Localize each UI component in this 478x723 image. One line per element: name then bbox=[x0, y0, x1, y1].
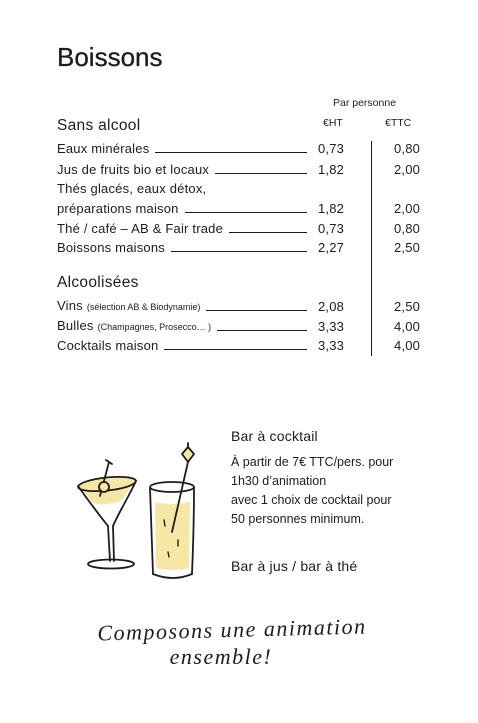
item-label-with-leader bbox=[57, 201, 307, 217]
highball-glass-bottom bbox=[153, 574, 192, 578]
menu-row bbox=[0, 240, 478, 256]
menu-row bbox=[0, 141, 478, 157]
item-name: Thé / café – AB & Fair trade bbox=[57, 221, 224, 236]
price-ttc: 2,50 bbox=[394, 299, 421, 314]
column-header-ttc: €TTC bbox=[385, 117, 412, 129]
price-ht: 2,27 bbox=[318, 240, 345, 255]
price-ht: 1,82 bbox=[318, 201, 345, 216]
item-name: préparations maison bbox=[57, 201, 179, 216]
leader-line bbox=[185, 212, 307, 213]
cocktail-garnish bbox=[99, 482, 109, 492]
martini-glass-illustration bbox=[77, 460, 136, 569]
leader-line bbox=[215, 173, 307, 174]
item-name-first-line: Thés glacés, eaux détox, bbox=[57, 181, 207, 196]
description-line: À partir de 7€ TTC/pers. pour bbox=[231, 455, 394, 469]
highball-glass-rim bbox=[150, 482, 194, 492]
cocktail-glass-base bbox=[88, 560, 134, 569]
item-label-with-leader bbox=[57, 162, 307, 178]
item-name-with-note bbox=[57, 318, 211, 335]
item-name: Bulles bbox=[57, 318, 94, 333]
menu-row-continuation bbox=[0, 181, 478, 197]
section-title-alcoolisees: Alcoolisées bbox=[57, 274, 139, 291]
leader-line bbox=[217, 330, 307, 331]
price-ttc: 2,00 bbox=[394, 201, 421, 216]
highball-glass-illustration bbox=[150, 443, 194, 578]
item-note: (Champagnes, Prosecco… ) bbox=[97, 322, 212, 332]
menu-row bbox=[0, 201, 478, 217]
item-note: (sélection AB & Biodynamie) bbox=[86, 302, 201, 312]
description-line: 1h30 d’animation bbox=[231, 474, 327, 488]
menu-row bbox=[0, 162, 478, 178]
price-ht: 0,73 bbox=[318, 221, 345, 236]
item-name: Eaux minérales bbox=[57, 141, 150, 156]
handwritten-tagline-line1: Composons une animation bbox=[97, 613, 367, 646]
price-ht: 0,73 bbox=[318, 141, 345, 156]
menu-row bbox=[0, 319, 478, 335]
item-label-with-leader bbox=[57, 221, 307, 237]
juice-liquid bbox=[155, 502, 190, 570]
item-label-with-leader bbox=[57, 141, 307, 157]
leader-line bbox=[155, 152, 307, 153]
price-ht: 3,33 bbox=[318, 338, 345, 353]
leader-line bbox=[171, 251, 307, 252]
item-label-with-leader bbox=[57, 319, 307, 335]
description-line: 50 personnes minimum. bbox=[231, 512, 365, 526]
handwritten-tagline-line2: ensemble! bbox=[169, 644, 273, 669]
drinks-illustration bbox=[60, 440, 210, 590]
juice-tea-bar-title: Bar à jus / bar à thé bbox=[231, 558, 358, 574]
item-name: Boissons maisons bbox=[57, 240, 165, 255]
leader-line bbox=[164, 349, 307, 350]
menu-row bbox=[0, 338, 478, 354]
price-ttc: 0,80 bbox=[394, 221, 421, 236]
price-ht: 3,33 bbox=[318, 319, 345, 334]
item-label-with-leader bbox=[57, 240, 307, 256]
menu-row bbox=[0, 221, 478, 237]
item-name: Cocktails maison bbox=[57, 338, 159, 353]
cocktail-glass-stem bbox=[108, 526, 114, 561]
per-person-label: Par personne bbox=[333, 97, 397, 109]
column-header-ht: €HT bbox=[323, 117, 343, 129]
menu-row bbox=[0, 299, 478, 315]
page-title: Boissons bbox=[57, 42, 163, 72]
item-name: Jus de fruits bio et locaux bbox=[57, 162, 210, 177]
item-name: Vins bbox=[57, 298, 83, 313]
cocktail-bar-description bbox=[231, 453, 393, 529]
price-ttc: 0,80 bbox=[394, 141, 421, 156]
price-ttc: 2,00 bbox=[394, 162, 421, 177]
price-ttc: 4,00 bbox=[394, 319, 421, 334]
leader-line bbox=[206, 310, 307, 311]
leader-line bbox=[229, 232, 307, 233]
cocktail-bar-title: Bar à cocktail bbox=[231, 428, 318, 444]
item-label-with-leader bbox=[57, 299, 307, 315]
description-line: avec 1 choix de cocktail pour bbox=[231, 493, 392, 507]
item-label-with-leader bbox=[57, 338, 307, 354]
price-ht: 2,08 bbox=[318, 299, 345, 314]
price-ht: 1,82 bbox=[318, 162, 345, 177]
price-ttc: 4,00 bbox=[394, 338, 421, 353]
stirrer-topper bbox=[182, 447, 194, 462]
section-title-sans-alcool: Sans alcool bbox=[57, 117, 141, 134]
price-ttc: 2,50 bbox=[394, 240, 421, 255]
item-name-with-note bbox=[57, 298, 200, 315]
